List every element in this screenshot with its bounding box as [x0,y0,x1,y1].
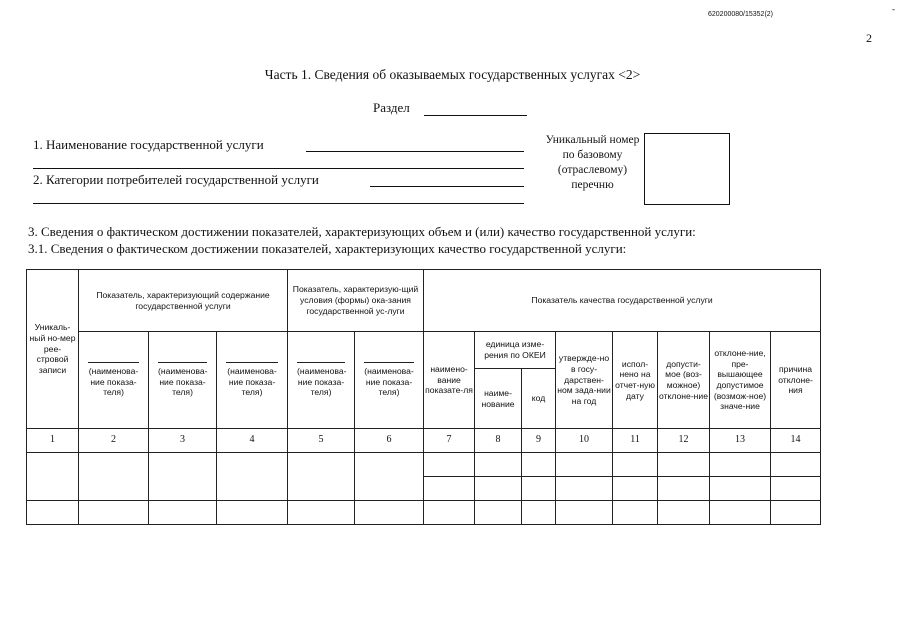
column-number: 1 [27,429,79,453]
table-cell [522,453,556,477]
corner-mark: - [892,4,895,14]
table-cell [771,453,821,477]
heading-3: 3. Сведения о фактическом достижении показателей, характеризующих объем и (или) качество государственной услуги: [28,224,696,239]
table-cell [149,453,217,501]
table-cell [424,453,475,477]
column-number: 5 [288,429,355,453]
table-cell [79,453,149,501]
group-quality-header: Показатель качества государственной услуги [424,270,821,332]
column-number: 8 [475,429,522,453]
column-number: 14 [771,429,821,453]
column-number: 13 [710,429,771,453]
table-cell [288,453,355,501]
table-cell [658,477,710,501]
service-name-fill-line [306,151,524,152]
table-cell [355,501,424,525]
column-numbers-row [27,429,821,453]
excess-deviation-header: отклоне-ние, пре-вышающее допустимое (возмож-ное) значе-ние [710,332,771,429]
indicator-name-placeholder: (наименова-ние показа-теля) [226,362,278,398]
column-number: 10 [556,429,613,453]
allowed-deviation-header: допусти-мое (воз-можное) отклоне-ние [658,332,710,429]
table-cell [522,501,556,525]
document-id: 620200080/15352(2) [708,11,774,18]
column-number: 9 [522,429,556,453]
consumer-categories-fill-line-2 [33,203,524,204]
heading-3-1: 3.1. Сведения о фактическом достижении показателей, характеризующих качество государственной услуги: [28,241,627,256]
header-row-1 [27,270,821,332]
indicator-name-placeholder: (наименова-ние показа-теля) [364,362,414,398]
unit-code-header: код [522,369,556,429]
section-fill-line [424,115,527,116]
table-cell [556,501,613,525]
service-name-fill-line-2 [33,168,524,169]
column-number: 11 [613,429,658,453]
consumer-categories-label: 2. Категории потребителей государственной услуги [33,172,319,187]
col-registry-number-header: Уникаль-ный но-мер рее-стровой записи [27,270,79,429]
service-name-label: 1. Наименование государственной услуги [33,137,264,152]
quality-indicator-name-header: наимено-вание показате-ля [424,332,475,429]
column-number: 2 [79,429,149,453]
column-number: 6 [355,429,424,453]
table-cell [424,477,475,501]
table-cell [217,501,288,525]
table-row [27,453,821,477]
table-cell [475,477,522,501]
unit-okei-header: единица изме-рения по ОКЕИ [475,332,556,369]
table-cell [475,501,522,525]
column-number: 12 [658,429,710,453]
page-title: Часть 1. Сведения об оказываемых государственных услугах <2> [264,67,641,82]
column-number: 3 [149,429,217,453]
group-conditions-header: Показатель, характеризую-щий условия (формы) ока-зания государственной ус-луги [288,270,424,332]
table-cell [355,453,424,501]
section-label: Раздел [373,100,410,115]
unique-number-label: Уникальный номер по базовому (отраслевому) перечню [545,134,640,191]
table-cell [710,453,771,477]
table-cell [79,501,149,525]
unique-number-box [644,133,730,205]
table-cell [288,501,355,525]
header-row-2 [27,332,821,369]
table-cell [710,501,771,525]
reason-header: причина отклоне-ния [771,332,821,429]
table-cell [217,453,288,501]
content-indicator-3 [217,332,288,429]
table-cell [710,477,771,501]
indicator-name-placeholder: (наименова-ние показа-теля) [88,362,139,398]
consumer-categories-fill-line [370,186,524,187]
table-cell [658,453,710,477]
table-cell [522,477,556,501]
page-number: 2 [866,31,872,45]
indicator-name-placeholder: (наименова-ние показа-теля) [297,362,345,398]
table-cell [27,453,79,501]
table-cell [771,501,821,525]
table-cell [149,501,217,525]
condition-indicator-1 [288,332,355,429]
content-indicator-1 [79,332,149,429]
group-content-header: Показатель, характеризующий содержание государственной услуги [79,270,288,332]
condition-indicator-2 [355,332,424,429]
unit-name-header: наиме-нование [475,369,522,429]
indicator-name-placeholder: (наименова-ние показа-теля) [158,362,207,398]
table-cell [556,453,613,477]
approved-header: утвержде-но в госу-дарствен-ном зада-нии на год [556,332,613,429]
table-cell [658,501,710,525]
table-cell [27,501,79,525]
table-row [27,501,821,525]
column-number: 7 [424,429,475,453]
table-cell [613,477,658,501]
quality-indicators-table [26,269,821,525]
content-indicator-2 [149,332,217,429]
table-cell [556,477,613,501]
column-number: 4 [217,429,288,453]
executed-header: испол-нено на отчет-ную дату [613,332,658,429]
table-cell [424,501,475,525]
table-cell [613,501,658,525]
table-cell [475,453,522,477]
table-cell [613,453,658,477]
table-cell [771,477,821,501]
